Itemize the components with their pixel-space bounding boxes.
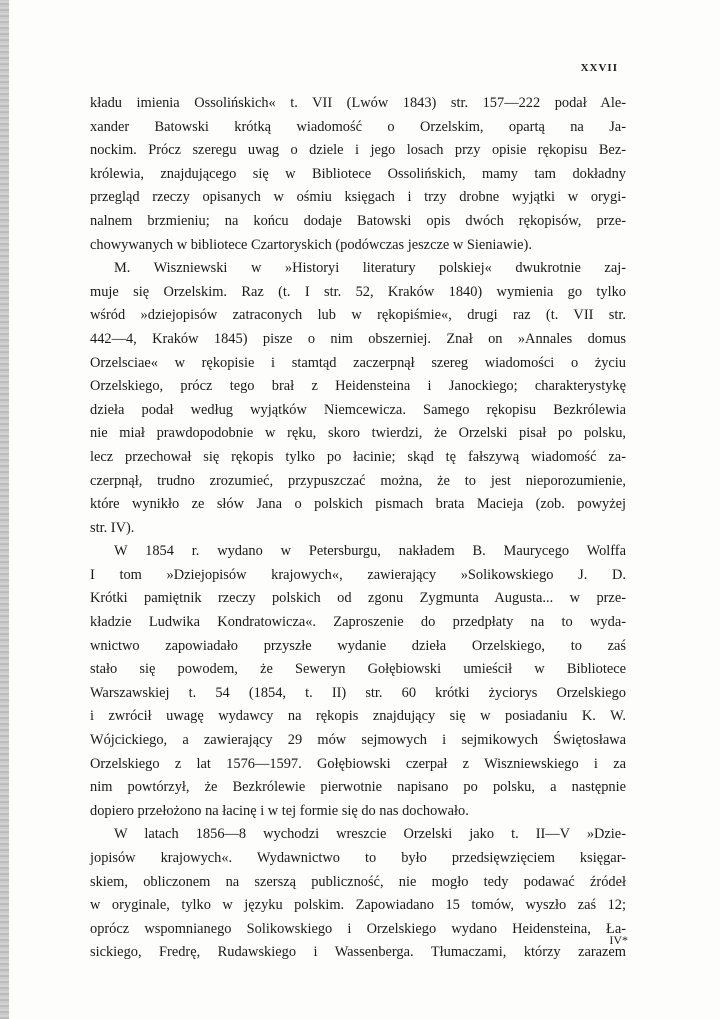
text-line: i zwrócił uwagę wydawcy na rękopis znajdujący się w posiadaniu K. W. xyxy=(90,708,626,725)
text-line: muje się Orzelskim. Raz (t. I str. 52, Kraków 1840) wymienia go tylko xyxy=(90,283,626,300)
text-line: wnictwo zapowiadało przyszłe wydanie dzieła Orzelskiego, to zaś xyxy=(90,637,626,654)
printer-signature-mark: IV* xyxy=(609,933,628,947)
text-line: czerpnął, trudno zrozumieć, przypuszczać można, że to jest nieporozumienie, xyxy=(90,472,626,489)
text-line: kładu imienia Ossolińskich« t. VII (Lwów 1843) str. 157—222 podał Ale- xyxy=(90,95,626,111)
body-text xyxy=(90,92,626,965)
scan-edge-shadow xyxy=(0,0,9,1019)
text-line: nim powtórzył, że Bezkrólewie pierwotnie napisano po polsku, a następnie xyxy=(90,779,626,796)
text-line: str. IV). xyxy=(90,519,135,536)
text-line: lecz przechował się rękopis tylko po łacinie; skąd tę fałszywą wiadomość za- xyxy=(90,448,626,465)
text-line: W 1854 r. wydano w Petersburgu, nakładem B. Maurycego Wolffa xyxy=(114,543,626,560)
text-line: dzieła podał według wyjątków Niemcewicza. Samego rękopisu Bezkrólewia xyxy=(90,401,626,418)
text-line: Orzelskiego, prócz tego brał z Heidensteina i Janockiego; charakterystykę xyxy=(90,378,626,395)
text-line: W latach 1856—8 wychodzi wreszcie Orzelski jako t. II—V »Dzie- xyxy=(114,826,626,843)
text-line: nalnem brzmieniu; na końcu dodaje Batowski opis dwóch rękopisów, prze- xyxy=(90,212,626,229)
text-line: przegląd rzeczy opisanych w ośmiu księgach i trzy drobne wyjątki w orygi- xyxy=(90,189,626,206)
text-line: Krótki pamiętnik rzeczy polskich od zgonu Zygmunta Augusta... w prze- xyxy=(90,590,626,607)
text-line: nie miał prawdopodobnie w ręku, skoro twierdzi, że Orzelski pisał po polsku, xyxy=(90,425,626,442)
text-line: wśród »dziejopisów zatraconych lub w rękopiśmie«, drugi raz (t. VII str. xyxy=(90,307,626,324)
text-line: I tom »Dziejopisów krajowych«, zawierający »Solikowskiego J. D. xyxy=(90,566,626,583)
text-line: oprócz wspomnianego Solikowskiego i Orzelskiego wydano Heidensteina, Ła- xyxy=(90,920,626,937)
page-number: XXVII xyxy=(580,62,618,74)
text-line: które wynikło ze słów Jana o polskich pismach brata Macieja (zob. powyżej xyxy=(90,496,626,513)
text-line: w oryginale, tylko w języku polskim. Zapowiadano 15 tomów, wyszło zaś 12; xyxy=(90,897,626,914)
text-line: Warszawskiej t. 54 (1854, t. II) str. 60 krótki życiorys Orzelskiego xyxy=(90,684,626,701)
text-line: jopisów krajowych«. Wydawnictwo to było przedsięwzięciem księgar- xyxy=(90,850,626,866)
text-line: Orzelsciae« w rękopisie i stamtąd zaczerpnął szereg wiadomości o życiu xyxy=(90,354,626,371)
text-line: xander Batowski krótką wiadomość o Orzelskim, opartą na Ja- xyxy=(90,118,626,135)
text-line: 442—4, Kraków 1845) pisze o nim obszerniej. Znał on »Annales domus xyxy=(90,330,626,347)
text-line: nockim. Prócz szeregu uwag o dziele i jego losach przy opisie rękopisu Bez- xyxy=(90,142,626,159)
text-line: M. Wiszniewski w »Historyi literatury polskiej« dwukrotnie zaj- xyxy=(114,260,626,277)
text-line: Wójcickiego, a zawierający 29 mów sejmowych i sejmikowych Świętosława xyxy=(90,732,626,749)
text-line: królewia, znajdującego się w Bibliotece Ossolińskich, mamy tam dokładny xyxy=(90,165,626,182)
text-line: sickiego, Fredrę, Rudawskiego i Wassenberga. Tłumaczami, którzy zarazem xyxy=(90,944,626,961)
text-line: kładzie Ludwika Kondratowicza«. Zaproszenie do przedpłaty na to wyda- xyxy=(90,614,626,631)
text-line: Orzelskiego z lat 1576—1597. Gołębiowski czerpał z Wiszniewskiego i za xyxy=(90,755,626,772)
text-line: stało się powodem, że Seweryn Gołębiowski umieścił w Bibliotece xyxy=(90,661,626,678)
text-line: skiem, obliczonem na szerszą publiczność, nie mogło tedy podawać źródeł xyxy=(90,873,626,890)
text-line: chowywanych w bibliotece Czartoryskich (podówczas jeszcze w Sieniawie). xyxy=(90,236,532,253)
text-line: dopiero przełożono na łacinę i w tej formie się do nas dochowało. xyxy=(90,802,469,819)
